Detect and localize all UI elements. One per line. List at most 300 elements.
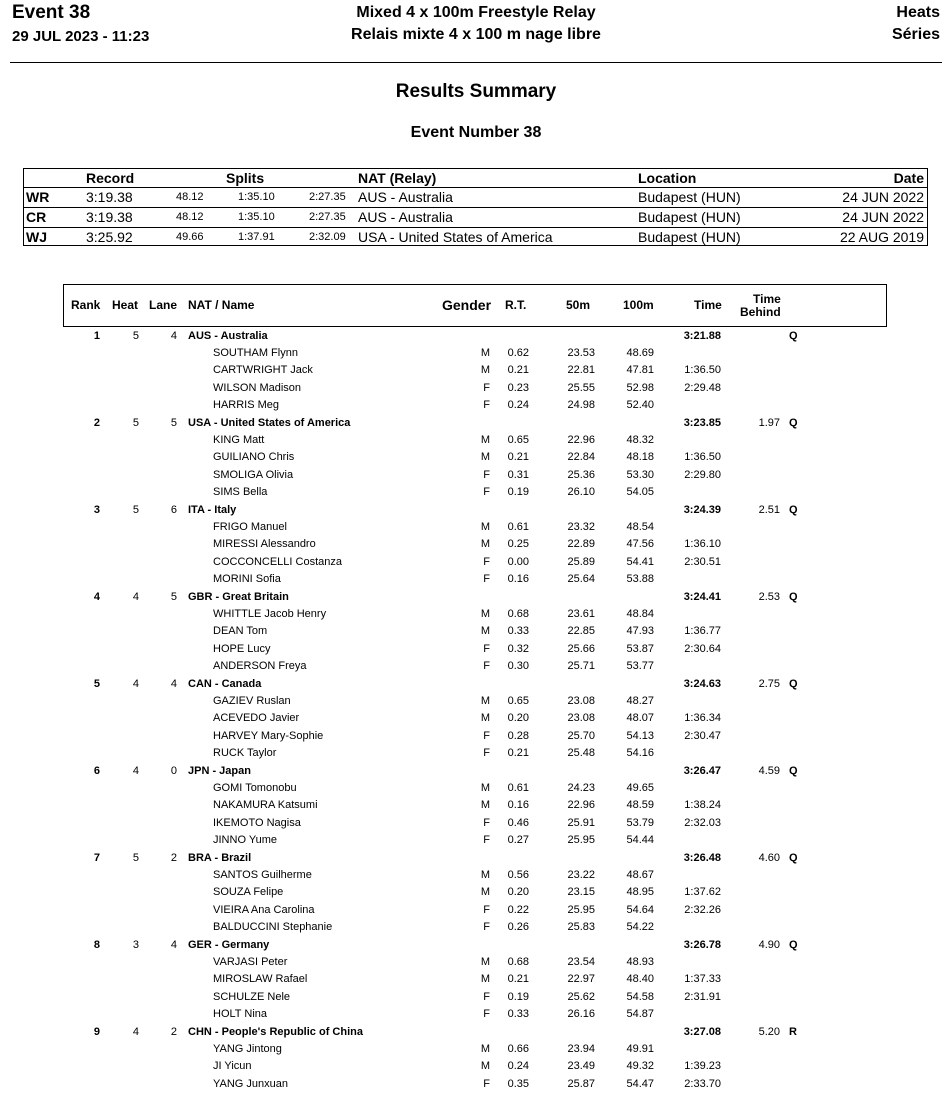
swimmer-row	[0, 432, 952, 449]
swimmer-reaction-time: 0.68	[507, 956, 529, 969]
record-split-100: 1:35.10	[238, 191, 275, 203]
team-time: 3:23.85	[683, 417, 721, 430]
records-header-nat: NAT (Relay)	[358, 170, 437, 186]
col-time-behind-2: Behind	[740, 305, 781, 319]
swimmer-split-100: 54.13	[626, 729, 654, 742]
swimmer-gender: M	[480, 521, 490, 534]
swimmer-name: JINNO Yume	[213, 833, 277, 846]
swimmer-reaction-time: 0.24	[507, 1060, 529, 1073]
swimmer-gender: M	[480, 364, 490, 377]
swimmer-row	[0, 641, 952, 658]
swimmer-gender: F	[483, 1007, 490, 1020]
swimmer-name: GUILIANO Chris	[213, 451, 295, 464]
col-nat-name: NAT / Name	[188, 298, 255, 312]
swimmer-name: ACEVEDO Javier	[213, 712, 300, 725]
team-heat: 5	[132, 417, 139, 430]
swimmer-cumulative: 2:33.70	[684, 1077, 721, 1090]
swimmer-split-50: 25.95	[567, 903, 595, 916]
swimmer-cumulative: 2:29.80	[684, 468, 721, 481]
swimmer-split-100: 48.54	[626, 521, 654, 534]
col-rt: R.T.	[505, 298, 527, 312]
swimmer-split-100: 52.98	[626, 381, 654, 394]
swimmer-reaction-time: 0.16	[507, 799, 529, 812]
team-heat: 4	[132, 1026, 139, 1039]
swimmer-row	[0, 971, 952, 988]
record-time: 3:19.38	[86, 189, 133, 205]
qualification-mark: Q	[789, 591, 798, 604]
swimmer-split-50: 23.49	[567, 1060, 595, 1073]
swimmer-row	[0, 954, 952, 971]
team-heat: 4	[132, 678, 139, 691]
swimmer-split-50: 23.61	[567, 608, 595, 621]
team-rank: 1	[93, 330, 100, 343]
record-split-150: 2:27.35	[309, 191, 346, 203]
swimmer-split-100: 48.93	[626, 956, 654, 969]
swimmer-split-100: 48.95	[626, 886, 654, 899]
team-time-behind: 2.75	[758, 678, 780, 691]
swimmer-split-50: 23.32	[567, 521, 595, 534]
team-nat: USA - United States of America	[188, 417, 351, 430]
swimmer-gender: M	[480, 347, 490, 360]
qualification-mark: Q	[789, 330, 798, 343]
swimmer-cumulative: 1:36.77	[684, 625, 721, 638]
swimmer-gender: M	[480, 1060, 490, 1073]
event-title-en: Mixed 4 x 100m Freestyle Relay	[356, 4, 596, 21]
swimmer-split-100: 54.58	[626, 990, 654, 1003]
team-nat: AUS - Australia	[188, 330, 268, 343]
team-time-behind: 4.90	[758, 939, 780, 952]
qualification-mark: Q	[789, 417, 798, 430]
swimmer-reaction-time: 0.31	[507, 468, 529, 481]
swimmer-name: SIMS Bella	[213, 485, 268, 498]
swimmer-cumulative: 2:30.51	[684, 555, 721, 568]
swimmer-cumulative: 1:36.10	[684, 538, 721, 551]
swimmer-gender: M	[480, 451, 490, 464]
record-split-100: 1:37.91	[238, 231, 275, 243]
swimmer-row	[0, 449, 952, 466]
team-heat: 4	[132, 765, 139, 778]
team-time: 3:24.39	[683, 504, 721, 517]
swimmer-name: WILSON Madison	[213, 381, 302, 394]
swimmer-gender: M	[480, 782, 490, 795]
swimmer-split-100: 47.56	[626, 538, 654, 551]
swimmer-reaction-time: 0.20	[507, 712, 529, 725]
team-nat: BRA - Brazil	[188, 852, 252, 865]
swimmer-gender: F	[483, 816, 490, 829]
swimmer-gender: M	[480, 538, 490, 551]
swimmer-reaction-time: 0.46	[507, 816, 529, 829]
team-time-behind: 1.97	[758, 417, 780, 430]
swimmer-split-100: 54.22	[626, 920, 654, 933]
event-title	[0, 2, 952, 46]
team-lane: 4	[170, 330, 177, 343]
swimmer-row	[0, 797, 952, 814]
swimmer-split-50: 25.62	[567, 990, 595, 1003]
swimmer-name: DEAN Tom	[213, 625, 268, 638]
col-gender: Gender	[442, 297, 492, 313]
swimmer-reaction-time: 0.30	[507, 659, 529, 672]
team-lane: 4	[170, 939, 177, 952]
swimmer-row	[0, 867, 952, 884]
swimmer-split-100: 48.69	[626, 347, 654, 360]
swimmer-row	[0, 397, 952, 414]
swimmer-split-50: 25.71	[567, 659, 595, 672]
swimmer-split-50: 25.83	[567, 920, 595, 933]
record-time: 3:25.92	[86, 229, 133, 245]
col-lane: Lane	[149, 298, 178, 312]
results-table	[0, 327, 952, 1093]
page-title: Results Summary	[395, 81, 557, 102]
swimmer-name: SANTOS Guilherme	[213, 869, 312, 882]
swimmer-split-100: 52.40	[626, 398, 654, 411]
swimmer-name: VIEIRA Ana Carolina	[213, 903, 315, 916]
swimmer-row	[0, 919, 952, 936]
swimmer-split-50: 22.97	[567, 973, 595, 986]
swimmer-gender: M	[480, 608, 490, 621]
team-lane: 0	[170, 765, 177, 778]
swimmer-split-50: 25.64	[567, 572, 595, 585]
swimmer-gender: M	[480, 973, 490, 986]
swimmer-split-100: 49.65	[626, 782, 654, 795]
swimmer-reaction-time: 0.21	[507, 973, 529, 986]
qualification-mark: Q	[789, 939, 798, 952]
col-100m: 100m	[623, 298, 654, 312]
team-row	[0, 589, 952, 606]
swimmer-reaction-time: 0.20	[507, 886, 529, 899]
swimmer-gender: M	[480, 712, 490, 725]
record-split-150: 2:27.35	[309, 211, 346, 223]
swimmer-reaction-time: 0.16	[507, 572, 529, 585]
record-code: WJ	[26, 229, 47, 245]
record-location: Budapest (HUN)	[638, 189, 741, 205]
team-time: 3:24.41	[683, 591, 721, 604]
swimmer-reaction-time: 0.66	[507, 1043, 529, 1056]
swimmer-gender: F	[483, 1077, 490, 1090]
swimmer-name: YANG Jintong	[213, 1043, 282, 1056]
swimmer-gender: F	[483, 485, 490, 498]
swimmer-row	[0, 536, 952, 553]
swimmer-name: CARTWRIGHT Jack	[213, 364, 313, 377]
swimmer-name: MIRESSI Alessandro	[213, 538, 316, 551]
swimmer-split-100: 49.91	[626, 1043, 654, 1056]
team-rank: 7	[93, 852, 100, 865]
swimmer-reaction-time: 0.35	[507, 1077, 529, 1090]
swimmer-name: HOPE Lucy	[213, 642, 271, 655]
team-heat: 3	[132, 939, 139, 952]
swimmer-split-50: 24.98	[567, 398, 595, 411]
swimmer-name: SCHULZE Nele	[213, 990, 291, 1003]
team-rank: 2	[93, 417, 100, 430]
swimmer-reaction-time: 0.56	[507, 869, 529, 882]
team-row	[0, 1024, 952, 1041]
swimmer-row	[0, 1006, 952, 1023]
swimmer-gender: F	[483, 642, 490, 655]
team-time-behind: 4.59	[758, 765, 780, 778]
team-rank: 5	[93, 678, 100, 691]
phase-label	[892, 2, 940, 46]
swimmer-reaction-time: 0.65	[507, 695, 529, 708]
team-lane: 2	[170, 852, 177, 865]
swimmer-split-100: 54.87	[626, 1007, 654, 1020]
event-title-fr: Relais mixte 4 x 100 m nage libre	[351, 26, 601, 43]
record-date: 24 JUN 2022	[842, 189, 924, 205]
col-time-behind-1: Time	[753, 292, 781, 306]
record-row	[24, 187, 927, 207]
swimmer-gender: F	[483, 746, 490, 759]
swimmer-gender: F	[483, 381, 490, 394]
swimmer-split-50: 23.15	[567, 886, 595, 899]
swimmer-split-100: 53.30	[626, 468, 654, 481]
record-row	[24, 227, 927, 247]
swimmer-row	[0, 380, 952, 397]
team-time: 3:26.48	[683, 852, 721, 865]
swimmer-reaction-time: 0.68	[507, 608, 529, 621]
record-nat: USA - United States of America	[358, 229, 553, 245]
qualification-mark: R	[789, 1026, 797, 1039]
team-row	[0, 415, 952, 432]
col-heat: Heat	[112, 298, 139, 312]
swimmer-split-100: 53.87	[626, 642, 654, 655]
swimmer-cumulative: 1:38.24	[684, 799, 721, 812]
qualification-mark: Q	[789, 852, 798, 865]
swimmer-gender: F	[483, 555, 490, 568]
swimmer-cumulative: 1:36.34	[684, 712, 721, 725]
swimmer-split-50: 24.23	[567, 782, 595, 795]
swimmer-name: WHITTLE Jacob Henry	[213, 608, 327, 621]
qualification-mark: Q	[789, 765, 798, 778]
swimmer-split-100: 47.93	[626, 625, 654, 638]
swimmer-row	[0, 467, 952, 484]
swimmer-gender: M	[480, 434, 490, 447]
team-nat: CAN - Canada	[188, 678, 262, 691]
records-header-date: Date	[893, 170, 924, 186]
swimmer-reaction-time: 0.33	[507, 1007, 529, 1020]
swimmer-row	[0, 484, 952, 501]
swimmer-name: MIROSLAW Rafael	[213, 973, 308, 986]
col-50m: 50m	[566, 298, 591, 312]
swimmer-row	[0, 519, 952, 536]
swimmer-cumulative: 1:39.23	[684, 1060, 721, 1073]
swimmer-row	[0, 1076, 952, 1093]
swimmer-split-100: 48.67	[626, 869, 654, 882]
event-number: Event Number 38	[410, 124, 542, 141]
col-time: Time	[694, 298, 722, 312]
swimmer-split-100: 47.81	[626, 364, 654, 377]
swimmer-reaction-time: 0.19	[507, 485, 529, 498]
swimmer-split-100: 53.77	[626, 659, 654, 672]
swimmer-reaction-time: 0.19	[507, 990, 529, 1003]
team-heat: 4	[132, 591, 139, 604]
swimmer-gender: M	[480, 625, 490, 638]
swimmer-name: MORINI Sofia	[213, 572, 281, 585]
swimmer-split-100: 48.32	[626, 434, 654, 447]
swimmer-reaction-time: 0.33	[507, 625, 529, 638]
swimmer-split-50: 22.96	[567, 434, 595, 447]
swimmer-name: BALDUCCINI Stephanie	[213, 920, 333, 933]
swimmer-name: SOUTHAM Flynn	[213, 347, 298, 360]
swimmer-split-50: 26.10	[567, 485, 595, 498]
swimmer-reaction-time: 0.61	[507, 782, 529, 795]
team-time-behind: 5.20	[758, 1026, 780, 1039]
swimmer-row	[0, 832, 952, 849]
swimmer-split-50: 22.84	[567, 451, 595, 464]
team-row	[0, 676, 952, 693]
record-date: 22 AUG 2019	[839, 229, 924, 245]
header-divider	[10, 62, 942, 63]
swimmer-reaction-time: 0.24	[507, 398, 529, 411]
swimmer-split-50: 22.89	[567, 538, 595, 551]
swimmer-gender: F	[483, 833, 490, 846]
swimmer-split-50: 25.87	[567, 1077, 595, 1090]
record-code: CR	[26, 209, 47, 225]
team-row	[0, 763, 952, 780]
swimmer-name: KING Matt	[213, 434, 265, 447]
swimmer-reaction-time: 0.21	[507, 746, 529, 759]
team-heat: 5	[132, 330, 139, 343]
swimmer-row	[0, 554, 952, 571]
swimmer-reaction-time: 0.25	[507, 538, 529, 551]
record-code: WR	[26, 189, 50, 205]
record-split-50: 48.12	[176, 191, 204, 203]
swimmer-row	[0, 345, 952, 362]
swimmer-row	[0, 1041, 952, 1058]
swimmer-reaction-time: 0.32	[507, 642, 529, 655]
swimmer-cumulative: 1:36.50	[684, 451, 721, 464]
swimmer-row	[0, 884, 952, 901]
records-header-record: Record	[86, 170, 135, 186]
swimmer-cumulative: 1:36.50	[684, 364, 721, 377]
swimmer-name: JI Yicun	[213, 1060, 252, 1073]
team-nat: CHN - People's Republic of China	[188, 1026, 363, 1039]
swimmer-split-50: 25.66	[567, 642, 595, 655]
team-lane: 6	[170, 504, 177, 517]
swimmer-name: VARJASI Peter	[213, 956, 288, 969]
team-time-behind: 2.51	[758, 504, 780, 517]
swimmer-name: GAZIEV Ruslan	[213, 695, 291, 708]
record-split-50: 49.66	[176, 231, 204, 243]
swimmer-row	[0, 745, 952, 762]
swimmer-split-50: 23.54	[567, 956, 595, 969]
team-heat: 5	[132, 504, 139, 517]
swimmer-reaction-time: 0.65	[507, 434, 529, 447]
swimmer-cumulative: 2:30.64	[684, 642, 721, 655]
swimmer-split-50: 23.08	[567, 712, 595, 725]
team-time: 3:21.88	[683, 330, 721, 343]
record-split-150: 2:32.09	[309, 231, 346, 243]
team-time-behind: 2.53	[758, 591, 780, 604]
swimmer-row	[0, 606, 952, 623]
team-row	[0, 850, 952, 867]
swimmer-split-100: 53.88	[626, 572, 654, 585]
swimmer-name: COCCONCELLI Costanza	[213, 555, 342, 568]
record-row	[24, 207, 927, 227]
swimmer-reaction-time: 0.28	[507, 729, 529, 742]
team-lane: 5	[170, 591, 177, 604]
swimmer-split-100: 48.18	[626, 451, 654, 464]
swimmer-reaction-time: 0.21	[507, 451, 529, 464]
record-split-100: 1:35.10	[238, 211, 275, 223]
swimmer-gender: M	[480, 799, 490, 812]
qualification-mark: Q	[789, 504, 798, 517]
record-nat: AUS - Australia	[358, 189, 453, 205]
swimmer-cumulative: 2:31.91	[684, 990, 721, 1003]
swimmer-split-50: 23.94	[567, 1043, 595, 1056]
team-lane: 5	[170, 417, 177, 430]
swimmer-reaction-time: 0.22	[507, 903, 529, 916]
team-rank: 6	[93, 765, 100, 778]
records-header-splits: Splits	[226, 170, 265, 186]
team-row	[0, 502, 952, 519]
swimmer-split-50: 25.91	[567, 816, 595, 829]
swimmer-row	[0, 710, 952, 727]
swimmer-gender: M	[480, 956, 490, 969]
swimmer-row	[0, 1058, 952, 1075]
record-time: 3:19.38	[86, 209, 133, 225]
team-nat: ITA - Italy	[188, 504, 237, 517]
qualification-mark: Q	[789, 678, 798, 691]
swimmer-name: ANDERSON Freya	[213, 659, 307, 672]
record-location: Budapest (HUN)	[638, 209, 741, 225]
swimmer-split-50: 22.81	[567, 364, 595, 377]
swimmer-split-50: 22.96	[567, 799, 595, 812]
swimmer-split-100: 54.44	[626, 833, 654, 846]
swimmer-split-100: 48.07	[626, 712, 654, 725]
swimmer-gender: F	[483, 729, 490, 742]
swimmer-split-100: 49.32	[626, 1060, 654, 1073]
swimmer-split-100: 54.41	[626, 555, 654, 568]
swimmer-split-50: 25.55	[567, 381, 595, 394]
swimmer-row	[0, 693, 952, 710]
swimmer-split-100: 54.05	[626, 485, 654, 498]
team-rank: 3	[93, 504, 100, 517]
team-time: 3:26.78	[683, 939, 721, 952]
swimmer-name: SMOLIGA Olivia	[213, 468, 294, 481]
swimmer-reaction-time: 0.26	[507, 920, 529, 933]
swimmer-gender: F	[483, 659, 490, 672]
swimmer-split-50: 25.36	[567, 468, 595, 481]
swimmer-split-100: 54.47	[626, 1077, 654, 1090]
swimmer-gender: M	[480, 695, 490, 708]
team-rank: 9	[93, 1026, 100, 1039]
swimmer-split-50: 26.16	[567, 1007, 595, 1020]
swimmer-gender: M	[480, 886, 490, 899]
swimmer-gender: F	[483, 903, 490, 916]
swimmer-split-100: 54.64	[626, 903, 654, 916]
swimmer-split-50: 23.53	[567, 347, 595, 360]
swimmer-split-100: 54.16	[626, 746, 654, 759]
swimmer-split-50: 25.89	[567, 555, 595, 568]
swimmer-name: SOUZA Felipe	[213, 886, 284, 899]
swimmer-name: HARRIS Meg	[213, 398, 280, 411]
swimmer-name: IKEMOTO Nagisa	[213, 816, 301, 829]
swimmer-row	[0, 658, 952, 675]
swimmer-gender: F	[483, 398, 490, 411]
record-location: Budapest (HUN)	[638, 229, 741, 245]
phase-fr: Séries	[891, 26, 940, 43]
team-time: 3:26.47	[683, 765, 721, 778]
team-row	[0, 328, 952, 345]
swimmer-gender: F	[483, 920, 490, 933]
swimmer-cumulative: 2:30.47	[684, 729, 721, 742]
swimmer-split-50: 23.08	[567, 695, 595, 708]
team-time-behind: 4.60	[758, 852, 780, 865]
swimmer-split-100: 48.40	[626, 973, 654, 986]
swimmer-row	[0, 780, 952, 797]
event-datetime: 29 JUL 2023 - 11:23	[12, 28, 150, 45]
record-split-50: 48.12	[176, 211, 204, 223]
swimmer-gender: F	[483, 572, 490, 585]
team-lane: 2	[170, 1026, 177, 1039]
